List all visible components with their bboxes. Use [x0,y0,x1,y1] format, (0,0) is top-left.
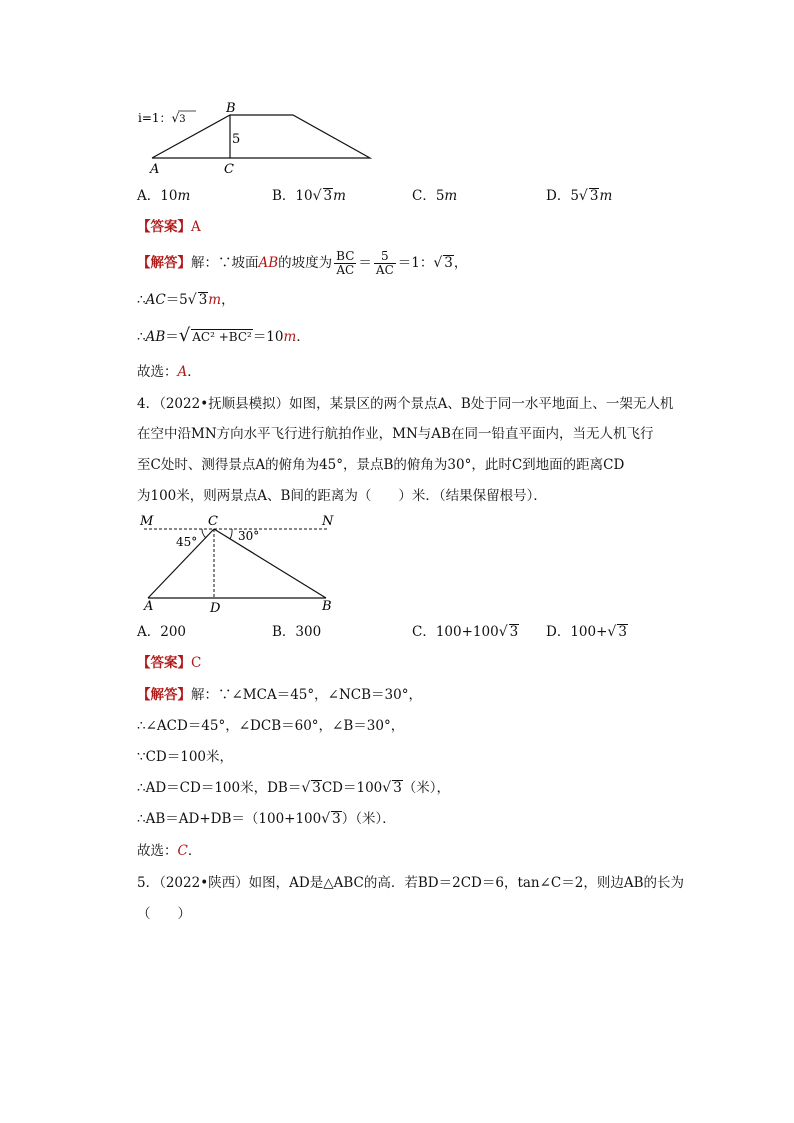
q3-solution-line-2: ∴AC＝5√ 3m， [137,292,235,308]
slope-figure [130,98,380,178]
q4-solution-line-1: 【解答】解：∵∠MCA＝45°，∠NCB＝30°， [137,687,422,703]
point-m-label: M [140,514,154,529]
point-d-label: D [210,601,221,614]
q4-solution-line-4: ∴AD＝CD＝100米，DB＝√ 3CD＝100√ 3（米）， [137,780,451,796]
q3-solution-line-3: ∴AB＝√ AC² +BC²＝10m． [137,325,310,346]
q4-solution-line-5: ∴AB＝AD+DB＝（100+100√ 3）（米）． [137,811,396,827]
q4-answer: 【答案】C [137,655,202,671]
q3-option-d: D．5√ 3m [546,188,613,204]
point-a-label: A [144,599,154,614]
point-b-label: B [226,101,236,116]
q3-answer: 【答案】A [137,219,201,235]
angle-45-label: 45° [176,535,198,549]
q4-choose: 故选：C． [137,843,202,859]
slope-ratio-label: i=1：√3 [138,111,186,125]
point-a-label: A [150,162,160,177]
q4-text-line-4: 为100米，则两景点A、B间的距离为（ ）米．（结果保留根号）． [137,488,547,504]
q3-option-a: A．10m [137,188,191,204]
q4-text-line-1: 4．（2022•抚顺县模拟）如图，某景区的两个景点A、B处于同一水平地面上、一架无人机 [137,396,674,412]
q4-text-line-3: 至C处时、测得景点A的俯角为45°，景点B的俯角为30°，此时C到地面的距离CD [137,457,625,473]
q4-text-line-2: 在空中沿MN方向水平飞行进行航拍作业，MN与AB在同一铅直平面内，当无人机飞行 [137,426,654,442]
q4-solution-line-2: ∴∠ACD＝45°，∠DCB＝60°，∠B＝30°， [137,718,405,734]
q3-choose: 故选：A． [137,364,201,380]
point-c-label: C [224,162,234,177]
drone-figure [136,510,348,614]
q4-solution-line-3: ∵CD＝100米， [137,749,234,765]
q3-solution-line-1: 【解答】解：∵坡面AB的坡度为 $\frac{BC}{AC}$ ＝ $\frac{5}{AC}$ ＝1：√ 3， [137,249,468,277]
q3-option-c: C．5m [412,188,458,204]
point-b-label: B [322,599,332,614]
q5-text-line-1: 5．（2022•陕西）如图，AD是△ABC的高．若BD＝2CD＝6，tan∠C＝2，则边AB的长为 [137,875,685,891]
q5-text-line-2: （ ） [137,906,191,922]
q4-option-d: D．100+√ 3 [546,624,627,640]
height-label: 5 [232,132,241,147]
q4-option-c: C．100+100√ 3 [412,624,519,640]
q3-option-b: B．10√ 3m [272,188,346,204]
angle-30-label: 30° [238,529,260,543]
q4-option-b: B．300 [272,624,322,640]
point-n-label: N [322,514,334,529]
q4-option-a: A．200 [137,624,187,640]
point-c-label: C [208,514,218,529]
